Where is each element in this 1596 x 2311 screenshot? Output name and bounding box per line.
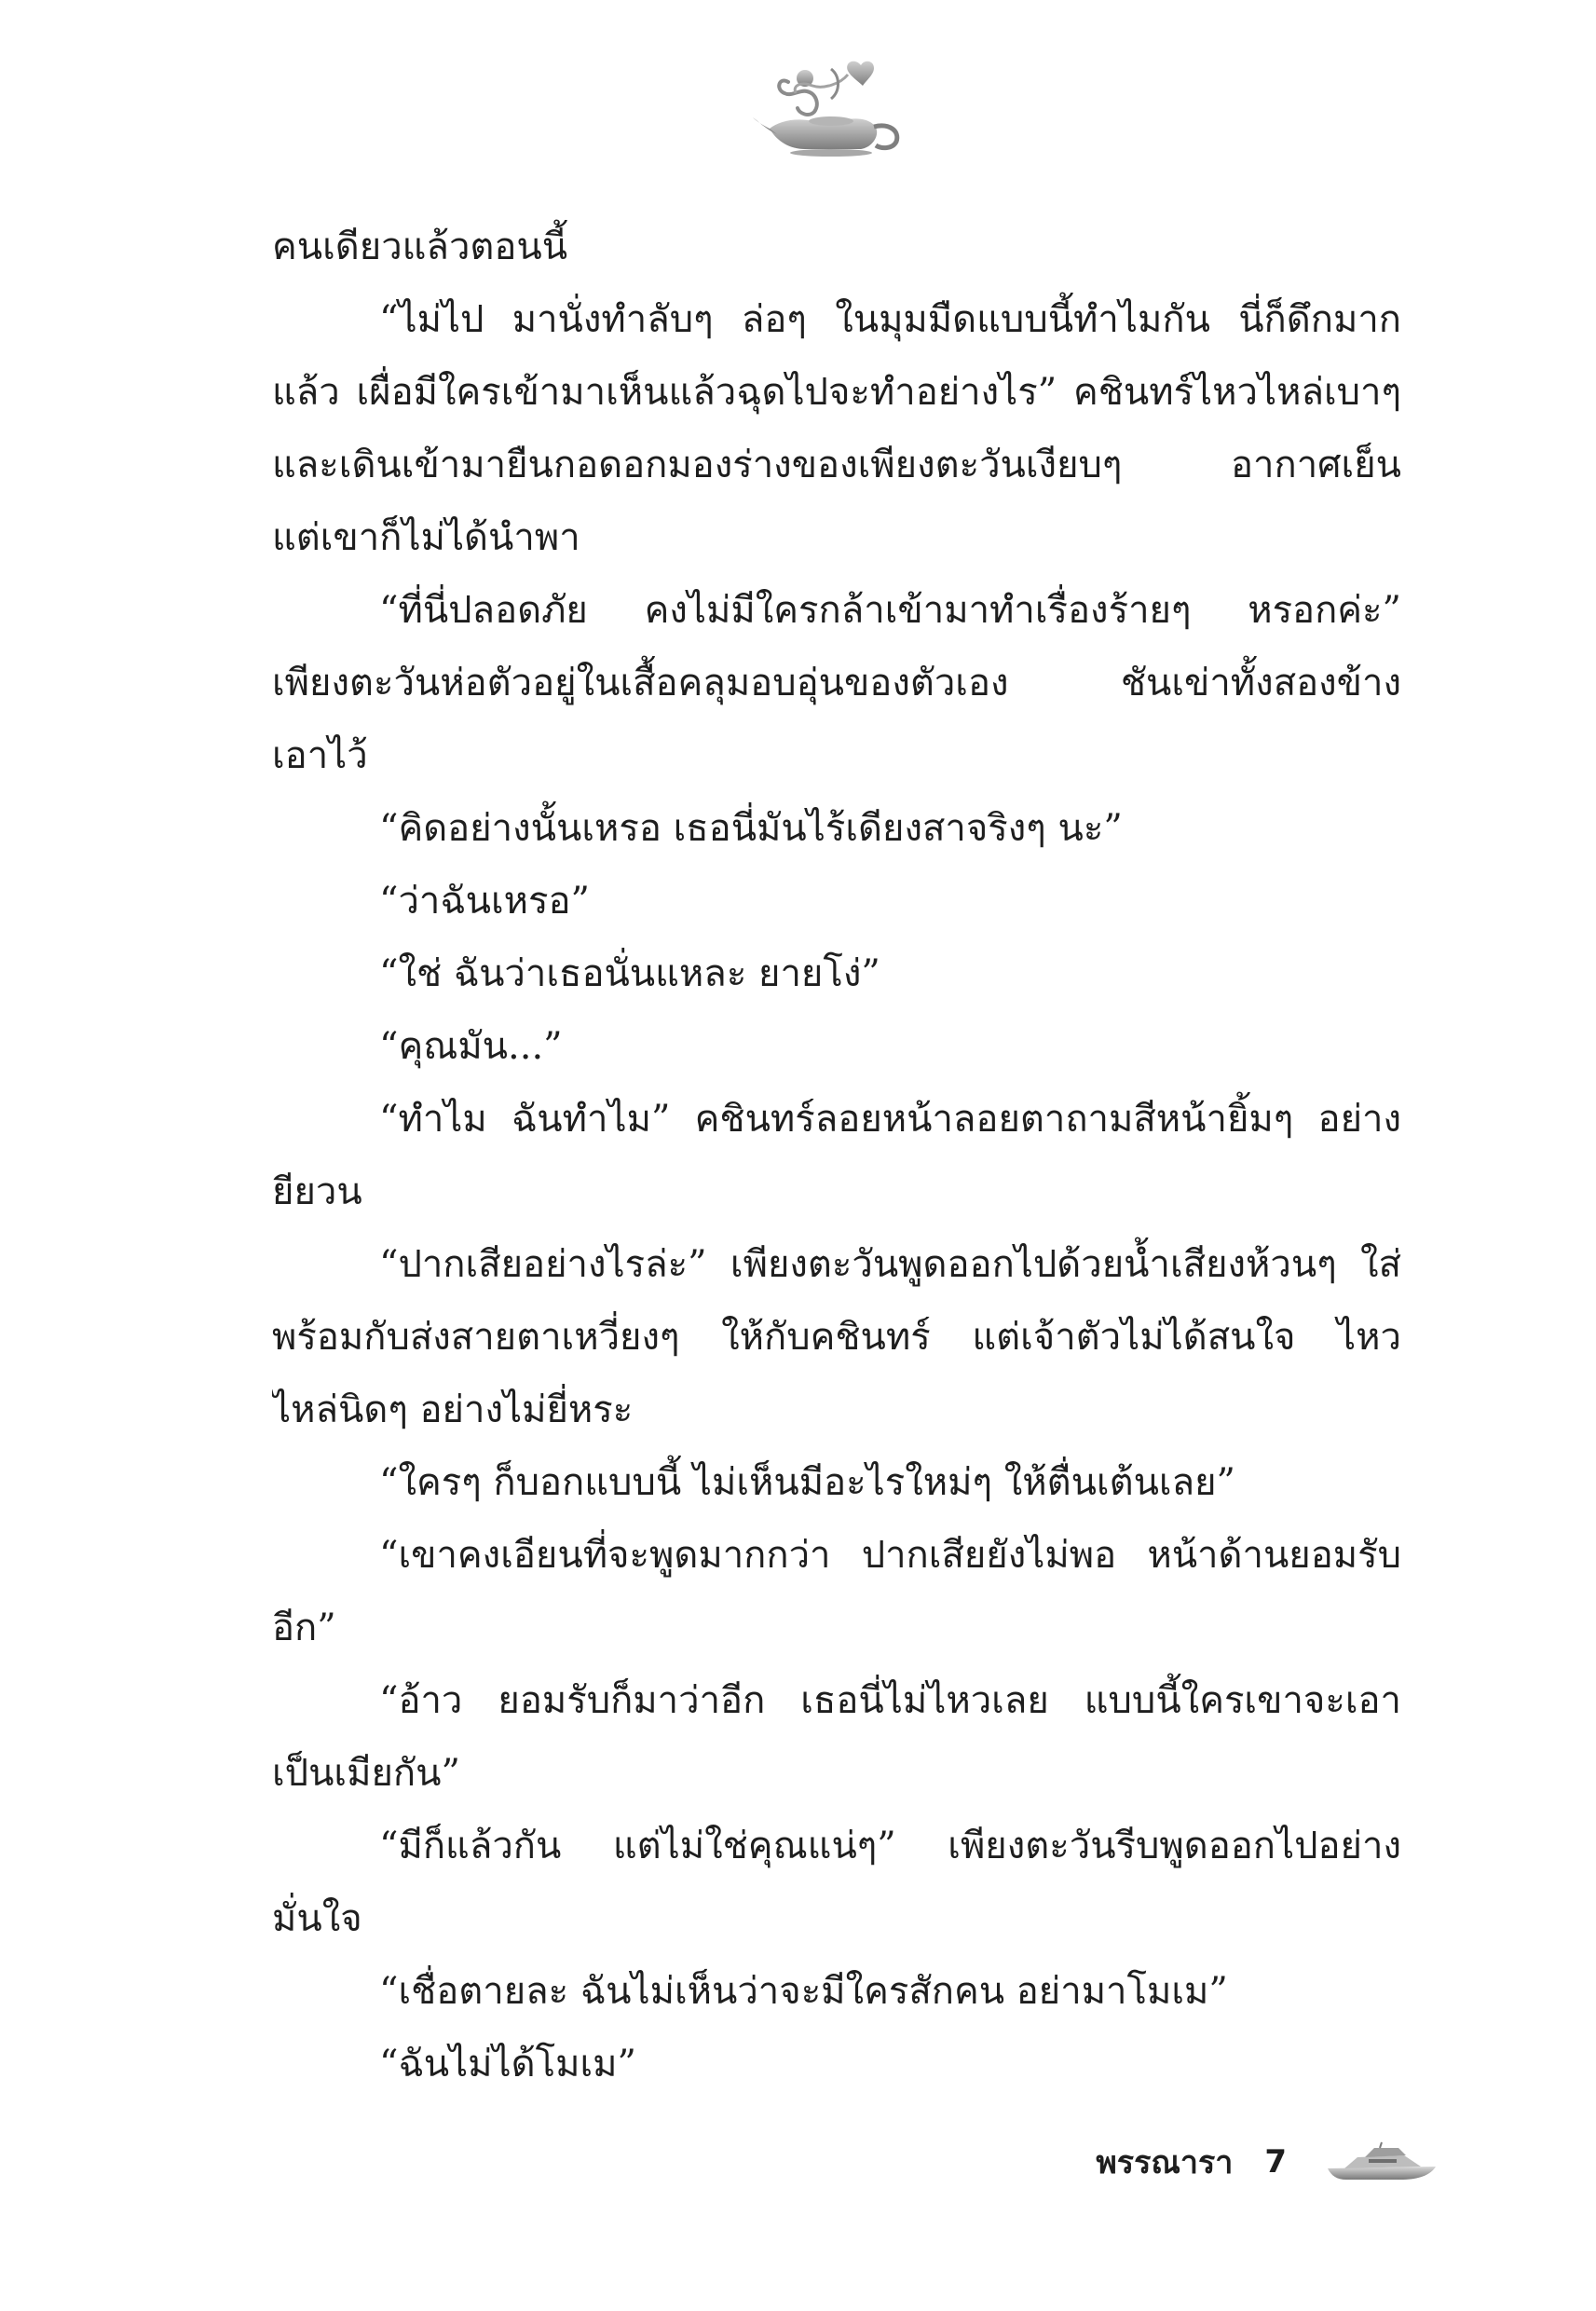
text-line: “ทำไม ฉันทำไม” คชินทร์ลอยหน้าลอยตาถามสีหน้ายิ้มๆ อย่าง (379, 1098, 1401, 1141)
text-line: ไหล่นิดๆ อย่างไม่ยี่หระ (272, 1388, 634, 1431)
cupid-teapot-ornament-icon (751, 56, 909, 158)
text-line: “ปากเสียอย่างไรล่ะ” เพียงตะวันพูดออกไปด้วยน้ำเสียงห้วนๆ ใส่ (379, 1243, 1401, 1286)
text-line: “คิดอย่างนั้นเหรอ เธอนี่มันไร้เดียงสาจริงๆ นะ” (379, 807, 1123, 850)
text-line: เป็นเมียกัน” (272, 1752, 460, 1795)
text-line: พร้อมกับส่งสายตาเหวี่ยงๆ ให้กับคชินทร์ แต่เจ้าตัวไม่ได้สนใจ ไหว (272, 1316, 1401, 1359)
text-line: “ใครๆ ก็บอกแบบนี้ ไม่เห็นมีอะไรใหม่ๆ ให้ตื่นเต้นเลย” (379, 1461, 1235, 1504)
text-line: “มีก็แล้วกัน แต่ไม่ใช่คุณแน่ๆ” เพียงตะวันรีบพูดออกไปอย่าง (379, 1825, 1401, 1867)
text-line: แล้ว เผื่อมีใครเข้ามาเห็นแล้วฉุดไปจะทำอย่างไร” คชินทร์ไหวไหล่เบาๆ (272, 371, 1401, 414)
text-line: “ว่าฉันเหรอ” (379, 880, 590, 923)
text-line: “ใช่ ฉันว่าเธอนั่นแหละ ยายโง่” (379, 952, 880, 995)
yacht-icon (1324, 2140, 1441, 2183)
text-line: แต่เขาก็ไม่ได้นำพา (272, 516, 580, 559)
text-line: “คุณมัน...” (379, 1025, 563, 1068)
text-line: อีก” (272, 1607, 336, 1649)
text-line: คนเดียวแล้วตอนนี้ (272, 226, 568, 268)
text-line: “ที่นี่ปลอดภัย คงไม่มีใครกล้าเข้ามาทำเรื่องร้ายๆ หรอกค่ะ” (379, 589, 1401, 632)
body-text (272, 211, 1401, 2100)
text-line: ยียวน (272, 1170, 362, 1213)
text-line: เพียงตะวันห่อตัวอยู่ในเสื้อคลุมอบอุ่นของตัวเอง ชันเข่าทั้งสองข้าง (272, 662, 1401, 704)
text-line: และเดินเข้ามายืนกอดอกมองร่างของเพียงตะวันเงียบๆ อากาศเย็น (272, 444, 1401, 486)
text-line: เอาไว้ (272, 734, 368, 777)
text-line: “เขาคงเอียนที่จะพูดมากกว่า ปากเสียยังไม่พอ หน้าด้านยอมรับ (379, 1534, 1401, 1577)
page-footer (1096, 2139, 1441, 2185)
text-line: “อ้าว ยอมรับก็มาว่าอีก เธอนี่ไม่ไหวเลย แบบนี้ใครเขาจะเอา (379, 1679, 1401, 1722)
text-line: มั่นใจ (272, 1897, 362, 1940)
text-line: “เชื่อตายละ ฉันไม่เห็นว่าจะมีใครสักคน อย่ามาโมเม” (379, 1970, 1228, 2013)
page-number: 7 (1264, 2143, 1287, 2181)
text-line: “ไม่ไป มานั่งทำลับๆ ล่อๆ ในมุมมืดแบบนี้ทำไมกัน นี่ก็ดึกมาก (379, 298, 1401, 341)
footer-book-title: พรรณารา (1096, 2144, 1234, 2181)
text-line: “ฉันไม่ได้โมเม” (379, 2043, 636, 2085)
